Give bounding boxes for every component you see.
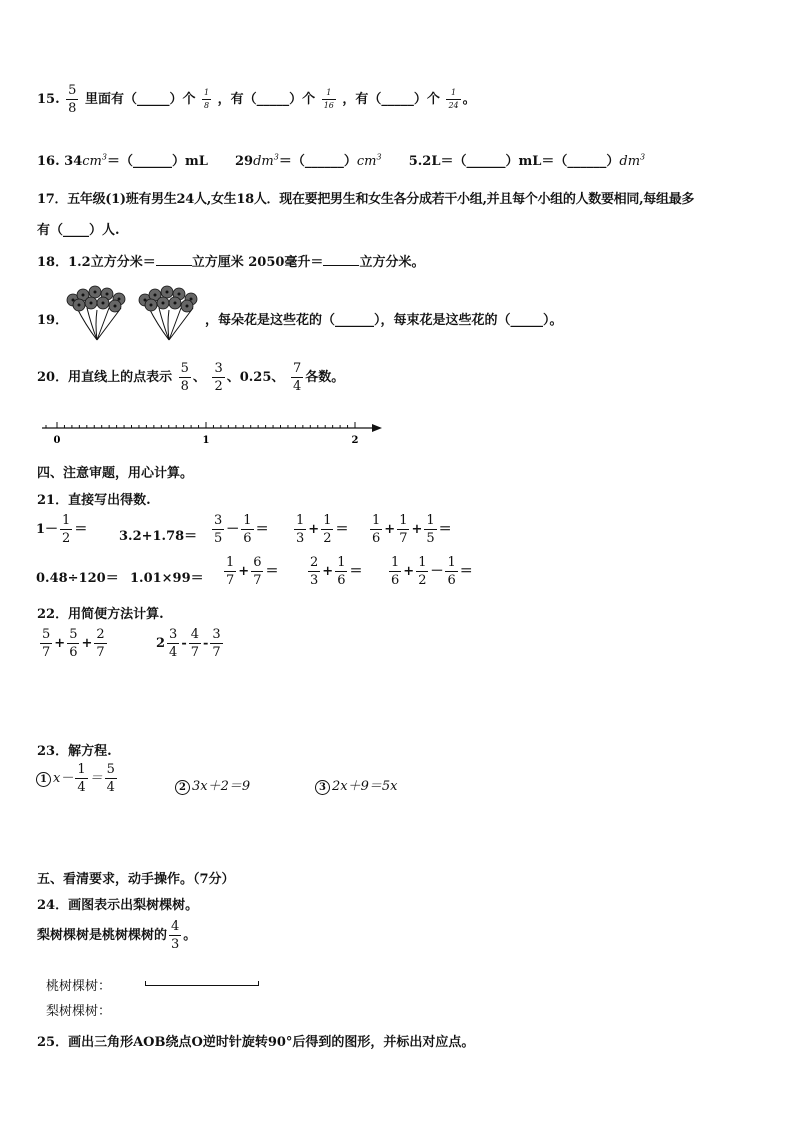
question-17-line2: 有（____）人.	[37, 223, 120, 238]
question-21-r1-d: $\frac{1}{3}$ + $\frac{1}{2}$ ＝	[296, 513, 349, 546]
peach-tree-label: 桃树棵树：	[46, 979, 112, 994]
question-18: 18．1.2立方分米＝ 立方厘米 2050毫升＝ 立方分米。	[37, 255, 425, 270]
unit-cm3: $cm^3$	[82, 152, 107, 169]
equation-1: 1 x－ $\frac{1}{4}$ ＝ $\frac{5}{4}$	[36, 763, 119, 794]
flower-bouquet-1	[67, 286, 125, 340]
circled-number-2: 2	[175, 780, 190, 795]
question-15: 15. $\frac{5}{8}$ 里面有（_____）个 $\frac{1}{8}$ ，有（_____）个 $\frac{1}{16}$ ，有（_____）个 $\frac{1}{24}$ 。	[37, 83, 476, 116]
unit-dm3: $dm^3$	[253, 152, 279, 169]
peach-tree-segment[interactable]	[145, 981, 259, 986]
question-21-r2-b: 1.01×99＝	[130, 571, 204, 586]
question-22-title: 22．用简便方法计算.	[37, 607, 164, 622]
question-22-expr-a: $\frac{5}{7}$ + $\frac{5}{6}$ + $\frac{2}{7}$	[42, 627, 105, 660]
question-17-line1: 17．五年级(1)班有男生24人,女生18人．现在要把男生和女生各分成若干小组,并且每个小组的人数要相同,每组最多	[37, 192, 695, 207]
question-21-r2-c: $\frac{1}{7}$ + $\frac{6}{7}$ ＝	[226, 555, 279, 588]
pear-tree-label: 梨树棵树：	[46, 1004, 112, 1019]
question-25: 25．画出三角形AOB绕点O逆时针旋转90°后得到的图形，并标出对应点。	[37, 1035, 475, 1050]
tick-label-1: 1	[202, 435, 210, 446]
question-21-r2-d: $\frac{2}{3}$ + $\frac{1}{6}$ ＝	[310, 555, 363, 588]
tick-label-2: 2	[351, 435, 359, 446]
fraction-5-8: $\frac{5}{8}$	[180, 361, 189, 394]
circled-number-1: 1	[36, 772, 51, 787]
section-4-heading: 四、注意审题，用心计算。	[37, 466, 194, 481]
question-21-title: 21．直接写出得数.	[37, 493, 151, 508]
question-19-text: ，每朵花是这些花的（______），每束花是这些花的（_____）。	[205, 313, 563, 328]
fraction-7-4: $\frac{7}{4}$	[292, 361, 302, 394]
question-24-title: 24．画图表示出梨树棵树。	[37, 898, 199, 913]
question-21-r1-b: 3.2+1.78＝	[119, 529, 198, 544]
question-22-expr-b: 2 $\frac{3}{4}$ - $\frac{4}{7}$ - $\frac{3}{7}$	[156, 627, 221, 660]
circled-number-3: 3	[315, 780, 330, 795]
question-21-r1-c: $\frac{3}{5}$ － $\frac{1}{6}$ ＝	[214, 513, 269, 546]
fraction-3-2: $\frac{3}{2}$	[214, 361, 223, 394]
fraction-5-8: $\frac{5}{8}$	[68, 83, 77, 116]
question-21-r2-a: 0.48÷120＝	[36, 571, 119, 586]
unit-cm3: $cm^3$	[356, 152, 382, 169]
question-16: 16. $34cm^3=(\_\_\_\_\_\_)mL$ $29dm^3=(\_\_\_\_\_\_)cm^3$ $5.2L=(\_\_\_\_\_\_)mL=(\_\_\_\_\_\_)dm^3$	[37, 152, 646, 169]
section-5-heading: 五、看清要求，动手操作。（7分）	[37, 872, 235, 887]
question-21-r1-e: $\frac{1}{6}$ + $\frac{1}{7}$ + $\frac{1}{5}$ ＝	[372, 513, 452, 546]
answer-blank[interactable]	[156, 265, 192, 266]
flower-bouquet-2	[139, 286, 197, 340]
equation-3: 3 2x＋9＝5x	[315, 775, 397, 795]
question-19-number: 19．	[37, 313, 69, 328]
equation-2: 2 3x＋2＝9	[175, 775, 250, 795]
fraction-1-24: $\frac{1}{24}$	[448, 88, 459, 110]
question-21-r2-e: $\frac{1}{6}$ + $\frac{1}{2}$ － $\frac{1}{6}$ ＝	[391, 555, 473, 588]
number-line[interactable]	[38, 418, 388, 448]
question-21-row-1: 1－ $\frac{1}{2}$ ＝	[36, 513, 88, 546]
unit-dm3: $dm^3$	[619, 152, 646, 169]
fraction-1-8: $\frac{1}{8}$	[204, 88, 210, 110]
flower-bouquets-image	[65, 284, 205, 344]
arrow-right-icon	[372, 424, 382, 432]
fraction-1-16: $\frac{1}{16}$	[323, 88, 334, 110]
question-24-statement: 梨树棵树是桃树棵树的 $\frac{4}{3}$ 。	[37, 919, 197, 952]
question-20: 20．用直线上的点表示 $\frac{5}{8}$ 、 $\frac{3}{2}$ 、0.25、 $\frac{7}{4}$ 各数。	[37, 361, 345, 394]
question-23-title: 23．解方程.	[37, 744, 112, 759]
answer-blank[interactable]	[323, 265, 359, 266]
tick-label-0: 0	[53, 435, 61, 446]
